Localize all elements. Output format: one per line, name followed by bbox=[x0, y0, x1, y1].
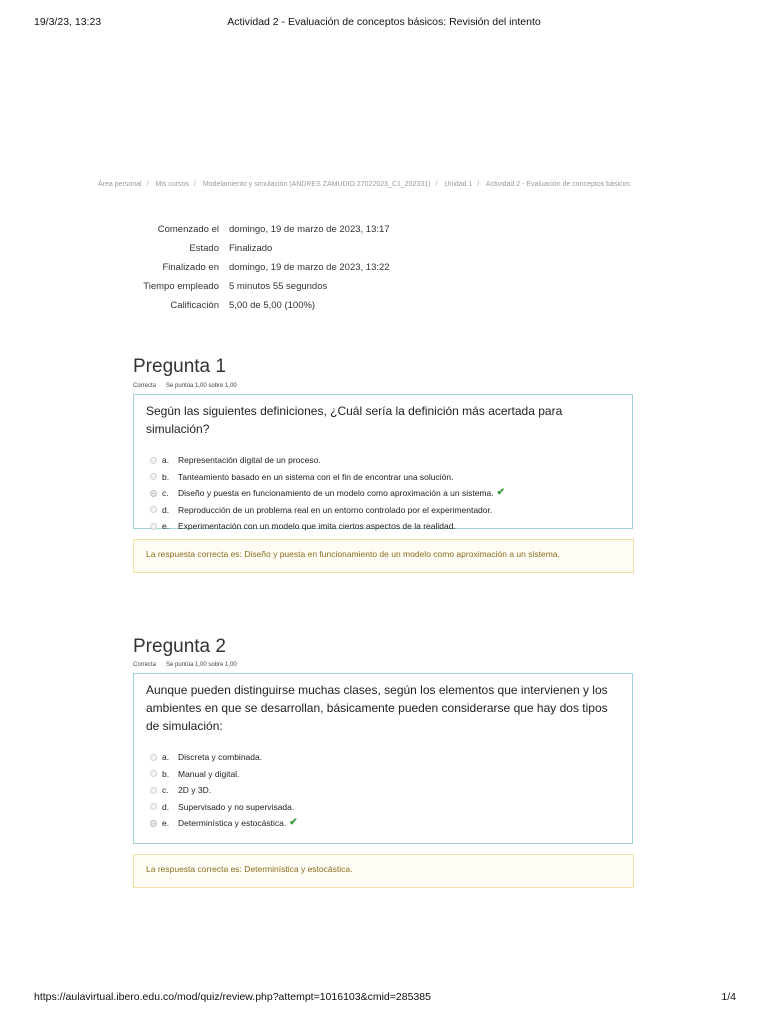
option-letter: b. bbox=[162, 471, 170, 482]
breadcrumb-separator: / bbox=[477, 181, 480, 188]
question-status: Correcta bbox=[133, 383, 157, 389]
summary-value: domingo, 19 de marzo de 2023, 13:17 bbox=[229, 224, 390, 235]
answer-option-selected[interactable] bbox=[150, 815, 632, 832]
question-1-feedback: La respuesta correcta es: Diseño y puesta en funcionamiento de un modelo como aproximación a un sistema. bbox=[133, 539, 634, 573]
radio-button[interactable] bbox=[150, 523, 157, 530]
question-2-meta bbox=[133, 662, 237, 668]
option-letter: a. bbox=[162, 455, 170, 465]
option-text: 2D y 3D. bbox=[178, 785, 212, 795]
question-2-options bbox=[134, 749, 632, 832]
option-text: Representación digital de un proceso. bbox=[178, 455, 321, 465]
correct-check-icon: ✔ bbox=[496, 487, 506, 498]
summary-label: Comenzado el bbox=[157, 224, 219, 235]
option-text: Manual y digital. bbox=[178, 768, 240, 779]
question-score: Se puntúa 1,00 sobre 1,00 bbox=[166, 662, 237, 668]
print-title: Actividad 2 - Evaluación de conceptos básicos: Revisión del intento bbox=[227, 16, 541, 28]
option-text: Reproducción de un problema real en un entorno controlado por el experimentador. bbox=[178, 504, 493, 515]
question-1-text: Según las siguientes definiciones, ¿Cuál sería la definición más acertada para simulación? bbox=[146, 404, 563, 436]
radio-button-selected[interactable] bbox=[150, 490, 157, 497]
answer-option[interactable] bbox=[150, 452, 632, 469]
answer-option[interactable] bbox=[150, 799, 632, 816]
question-2-box bbox=[133, 673, 633, 844]
option-letter: d. bbox=[162, 504, 170, 515]
summary-value: 5,00 de 5,00 (100%) bbox=[229, 300, 316, 311]
question-1-options bbox=[134, 452, 632, 535]
option-letter: e. bbox=[162, 521, 170, 531]
summary-value: domingo, 19 de marzo de 2023, 13:22 bbox=[229, 262, 390, 273]
radio-button[interactable] bbox=[150, 770, 157, 777]
radio-button[interactable] bbox=[150, 754, 157, 761]
option-text: Determinística y estocástica. bbox=[178, 818, 287, 828]
summary-label: Finalizado en bbox=[162, 262, 219, 273]
option-letter: a. bbox=[162, 752, 170, 762]
question-score: Se puntúa 1,00 sobre 1,00 bbox=[166, 383, 237, 389]
breadcrumb-home[interactable]: Área personal bbox=[98, 181, 142, 188]
option-text: Supervisado y no supervisada. bbox=[178, 801, 295, 812]
summary-value: 5 minutos 55 segundos bbox=[229, 281, 328, 292]
option-letter: c. bbox=[162, 785, 169, 795]
radio-button[interactable] bbox=[150, 473, 157, 480]
summary-row bbox=[120, 241, 390, 260]
breadcrumb bbox=[98, 181, 678, 188]
summary-row bbox=[120, 279, 390, 298]
breadcrumb-separator: / bbox=[435, 181, 438, 188]
option-text: Discreta y combinada. bbox=[178, 752, 263, 762]
print-page-number: 1/4 bbox=[721, 991, 736, 1003]
radio-button[interactable] bbox=[150, 506, 157, 513]
question-1-meta bbox=[133, 383, 237, 389]
option-text: Tanteamiento basado en un sistema con el fin de encontrar una solución. bbox=[178, 471, 454, 482]
option-letter: d. bbox=[162, 801, 170, 812]
answer-option[interactable] bbox=[150, 469, 632, 486]
answer-option[interactable] bbox=[150, 782, 632, 799]
summary-label: Estado bbox=[189, 243, 219, 254]
question-2-title: Pregunta 2 bbox=[133, 636, 226, 657]
print-url: https://aulavirtual.ibero.edu.co/mod/quiz/review.php?attempt=1016103&cmid=285385 bbox=[34, 991, 431, 1003]
breadcrumb-my-courses[interactable]: Mis cursos bbox=[155, 181, 189, 188]
answer-option[interactable] bbox=[150, 502, 632, 519]
option-text: Experimentación con un modelo que imita ciertos aspectos de la realidad. bbox=[178, 521, 456, 531]
radio-button[interactable] bbox=[150, 787, 157, 794]
summary-value: Finalizado bbox=[229, 243, 273, 254]
answer-option-selected[interactable] bbox=[150, 485, 632, 502]
breadcrumb-separator: / bbox=[193, 181, 196, 188]
option-letter: e. bbox=[162, 818, 170, 828]
option-letter: b. bbox=[162, 768, 170, 779]
summary-label: Tiempo empleado bbox=[143, 281, 219, 292]
question-status: Correcta bbox=[133, 662, 157, 668]
option-text: Diseño y puesta en funcionamiento de un modelo como aproximación a un sistema. bbox=[178, 488, 494, 498]
attempt-summary bbox=[120, 222, 390, 317]
option-letter: c. bbox=[162, 488, 169, 498]
breadcrumb-course[interactable]: Modelamiento y simulación (ANDRES ZAMUDIO 27022023_C1_202331) bbox=[202, 181, 431, 188]
correct-check-icon: ✔ bbox=[289, 817, 298, 828]
summary-label: Calificación bbox=[170, 300, 219, 311]
print-datetime: 19/3/23, 13:23 bbox=[34, 16, 102, 28]
question-1-title: Pregunta 1 bbox=[133, 356, 226, 377]
question-2-feedback: La respuesta correcta es: Determinística y estocástica. bbox=[133, 854, 634, 888]
radio-button-selected[interactable] bbox=[150, 820, 157, 827]
answer-option[interactable] bbox=[150, 518, 632, 535]
breadcrumb-separator: / bbox=[146, 181, 149, 188]
question-2-text: Aunque pueden distinguirse muchas clases, según los elementos que intervienen y los ambientes en que se desarrollan, básicamente pueden considerarse que hay dos tipos de simulación: bbox=[146, 683, 608, 733]
question-1-box bbox=[133, 394, 633, 529]
breadcrumb-activity[interactable]: Actividad 2 - Evaluación de conceptos básicos bbox=[485, 181, 630, 188]
summary-row bbox=[120, 222, 390, 241]
answer-option[interactable] bbox=[150, 749, 632, 766]
radio-button[interactable] bbox=[150, 803, 157, 810]
breadcrumb-unit[interactable]: Unidad 1 bbox=[444, 181, 473, 188]
radio-button[interactable] bbox=[150, 457, 157, 464]
summary-row bbox=[120, 298, 390, 317]
answer-option[interactable] bbox=[150, 766, 632, 783]
summary-row bbox=[120, 260, 390, 279]
